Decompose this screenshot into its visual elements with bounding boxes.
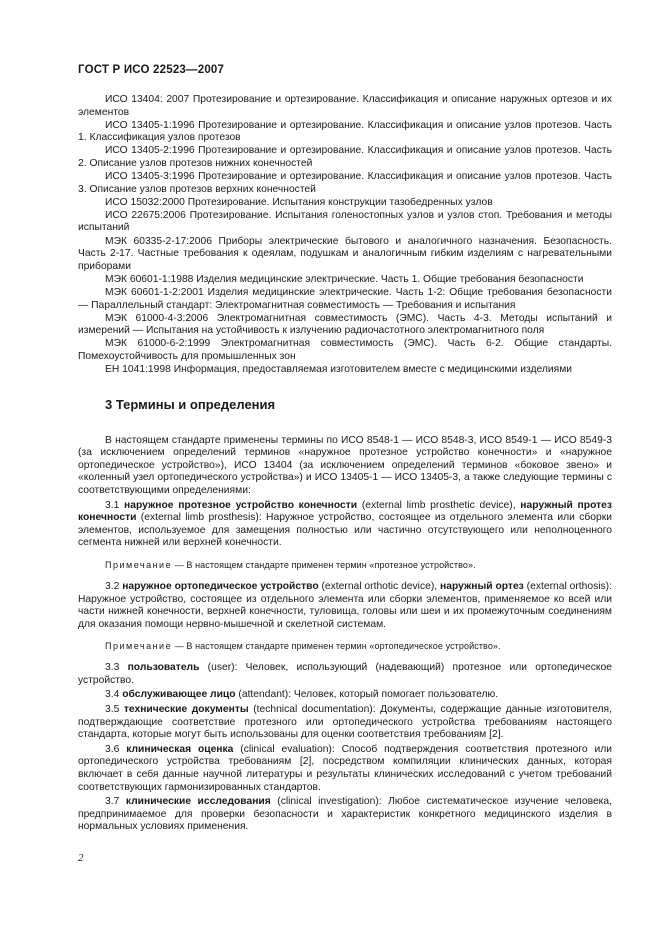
definition-term: технические документы xyxy=(123,704,249,716)
document-header: ГОСТ Р ИСО 22523—2007 xyxy=(78,64,225,76)
definition-term-en: (external orthosis) xyxy=(523,580,610,592)
reference-item: МЭК 61000-6-2:1999 Электромагнитная совместимость (ЭМС). Часть 6-2. Общие стандарты. Помехоустойчивость для промышленных зон xyxy=(78,338,612,362)
section-title: 3 Термины и определения xyxy=(105,396,276,412)
definition-term-alt: наружный протез конечности xyxy=(78,499,612,524)
reference-item: ИСО 13405-2:1996 Протезирование и ортезирование. Классификация и описание узлов протезов. Часть 2. Описание узлов протезов нижних конечностей xyxy=(78,145,612,169)
note-2 xyxy=(78,640,612,652)
reference-item: МЭК 60335-2-17:2006 Приборы электрические бытового и аналогичного назначения. Безопасность. Часть 2-17. Частные требования к одеялам, подушкам и аналогичным гибким изделиям с нагревательными приборами xyxy=(78,235,612,272)
reference-list xyxy=(78,94,612,377)
definition-term: клинические исследования xyxy=(125,796,271,808)
definition-text: (clinical evaluation): Способ подтверждения соответствия протезного или ортопедического устройства требованиям [2], посредством компиляции клинических данных, которая включает в себя данные научной литературы и результаты клинических исследований с учетом требований соответствующих гармонизированных стандартов. xyxy=(78,743,612,793)
definition-number: 3.1 xyxy=(105,499,120,511)
reference-item: ЕН 1041:1998 Информация, предоставляемая изготовителем вместе с медицинскими изделиями xyxy=(105,363,573,375)
definition-text: : Наружное устройство, состоящее из отдельного элемента или сборки элементов, применяемое ко всей или части нижней конечности, верхней конечности, туловища, головы или шеи и их промежуточным соединениям для оказания помощи нервно-мышечной и скелетной системам. xyxy=(78,580,612,630)
definition-3-5 xyxy=(78,704,612,742)
definition-3-7 xyxy=(78,796,612,834)
definition-text: : Наружное устройство, состоящее из отдельного элемента или сборки элементов, используемое для замещения полностью или частично отсутствующего или неполноценного сегмента нижней или верхней конечности. xyxy=(78,512,612,549)
definition-term-en: (external limb prosthetic device), xyxy=(357,499,521,511)
definition-term-alt: наружный ортез xyxy=(440,580,524,592)
reference-item: МЭК 60601-1-2:2001 Изделия медицинские электрические. Часть 1-2: Общие требования безопасности — Параллельный стандарт: Электромагнитная совместимость — Требования и испытания xyxy=(78,286,612,311)
definition-number: 3.7 xyxy=(105,796,120,808)
definition-term: обслуживающее лицо xyxy=(122,689,236,701)
reference-item: ИСО 22675:2006 Протезирование. Испытания голеностопных узлов и узлов стоп. Требования и методы испытаний xyxy=(78,209,612,234)
definition-number: 3.2 xyxy=(105,580,120,592)
definition-number: 3.4 xyxy=(105,689,120,701)
note-label: Примечание xyxy=(105,641,173,652)
definition-number: 3.6 xyxy=(105,743,120,755)
document-body xyxy=(78,94,612,835)
definition-3-6 xyxy=(78,744,612,794)
definition-text: (technical documentation): Документы, содержащие данные изготовителя, подтверждающие соответствие протезного или ортопедического устройства требованиям настоящего стандарта, которые могут быть использованы для оценки соответствия требованиям [2]. xyxy=(78,704,612,741)
reference-item: ИСО 15032:2000 Протезирование. Испытания конструкции тазобедренных узлов xyxy=(105,196,493,208)
definition-term: наружное ортопедическое устройство xyxy=(122,580,319,592)
note-label: Примечание xyxy=(105,559,173,570)
page-number: 2 xyxy=(78,852,84,864)
definition-term: наружное протезное устройство конечности xyxy=(124,499,358,511)
definition-3-3 xyxy=(78,662,612,687)
reference-item: МЭК 60601-1:1988 Изделия медицинские электрические. Часть 1. Общие требования безопасности xyxy=(105,273,584,285)
reference-item: МЭК 61000-4-3:2006 Электромагнитная совместимость (ЭМС). Часть 4-3. Методы испытаний и измерений — Испытания на устойчивость к излучению радиочастотного электромагнитного поля xyxy=(78,312,612,337)
definition-number: 3.3 xyxy=(105,662,120,674)
reference-item: ИСО 13404: 2007 Протезирование и ортезирование. Классификация и описание наружных ортезов и их элементов xyxy=(78,94,612,118)
reference-item: ИСО 13405-3:1996 Протезирование и ортезирование. Классификация и описание узлов протезов. Часть 3. Описание узлов протезов верхних конечностей xyxy=(78,171,612,195)
definition-3-4 xyxy=(78,689,612,702)
note-text: — В настоящем стандарте применен термин «протезное устройство». xyxy=(172,559,476,570)
definition-text: (clinical investigation): Любое систематическое изучение человека, предпринимаемое для проверки безопасности и характеристик конкретного медицинского изделия в нормальных условиях применения. xyxy=(78,796,612,833)
definition-term: пользователь xyxy=(127,662,200,674)
definition-3-2 xyxy=(78,581,612,631)
definition-term: клиническая оценка xyxy=(126,743,234,755)
reference-item: ИСО 13405-1:1996 Протезирование и ортезирование. Классификация и описание узлов протезов. Часть 1. Классификация узлов протезов xyxy=(78,119,612,144)
definition-number: 3.5 xyxy=(105,704,120,716)
definition-text: (user): Человек, использующий (надевающий) протезное или ортопедическое устройство. xyxy=(78,662,612,686)
section-intro: В настоящем стандарте применены термины по ИСО 8548-1 — ИСО 8548-3, ИСО 8549-1 — ИСО 8549-3 (за исключением определений терминов «наружное протезное устройство конечности» и «наружное ортопедическое устройство»), ИСО 13404 (за исключением определений терминов «боковое звено» и «коленный узел ортопедического устройства») и ИСО 13405-1 — ИСО 13405-3, а также следующие термины с соответствующими определениями: xyxy=(78,434,612,496)
note-text: — В настоящем стандарте применен термин «ортопедическое устройство». xyxy=(172,641,501,652)
note-1 xyxy=(78,559,612,571)
definition-text: (attendant): Человек, который помогает пользователю. xyxy=(235,689,499,701)
definition-term-en: (external limb prosthesis) xyxy=(136,512,259,524)
definition-term-en: (external orthotic device), xyxy=(318,580,440,592)
definition-3-1 xyxy=(78,500,612,550)
